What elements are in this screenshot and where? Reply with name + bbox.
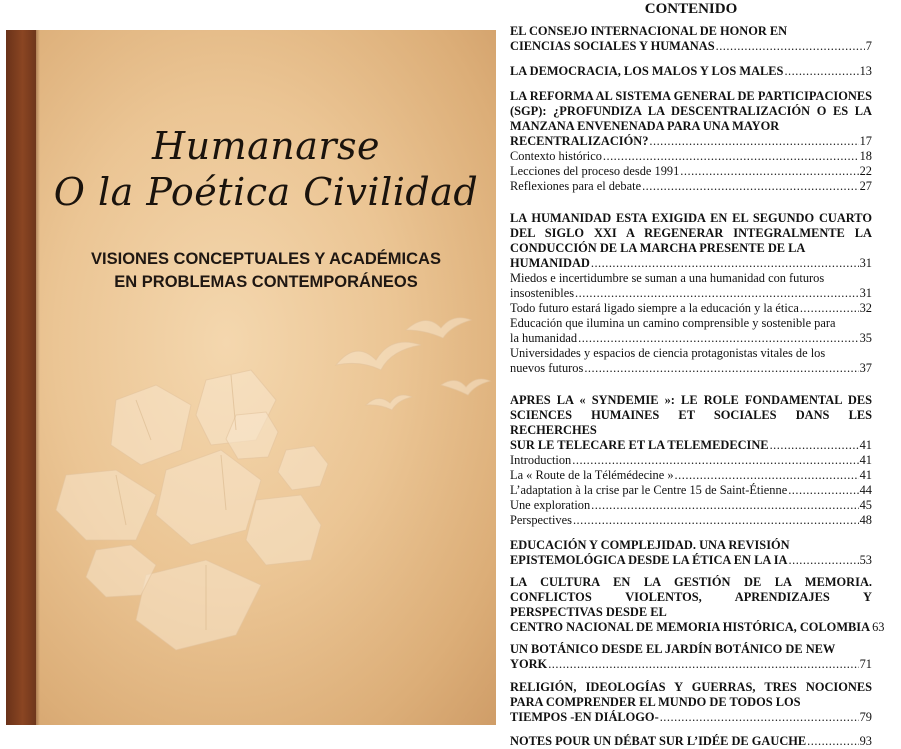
toc-entry[interactable]: [510, 680, 872, 725]
toc-entry[interactable]: [510, 453, 872, 468]
page-number: 79: [859, 710, 872, 724]
dot-leader: [584, 361, 858, 376]
toc-entry-title: LA CULTURA EN LA GESTIÓN DE LA MEMORIA. CONFLICTOS VIOLENTOS, APRENDIZAJES Y PERSPECTIVAS DESDE EL: [510, 575, 872, 619]
toc-entry-title: UN BOTÁNICO DESDE EL JARDÍN BOTÁNICO DE NEW: [510, 642, 836, 656]
toc-entry-line: [510, 483, 872, 498]
toc-entry-title-end: NOTES POUR UN DÉBAT SUR L’IDÉE DE GAUCHE: [510, 734, 807, 748]
dot-leader: [660, 710, 859, 725]
toc-entry-title-end: nuevos futuros: [510, 361, 584, 375]
toc-entry-title-end: YORK: [510, 657, 548, 671]
page-number: 45: [859, 498, 872, 512]
toc-entry-line: [510, 620, 885, 635]
toc-entry-title: Miedos e incertidumbre se suman a una humanidad con futuros: [510, 271, 825, 285]
page-number: 35: [859, 331, 872, 345]
cover-subtitle-line-2: EN PROBLEMAS CONTEMPORÁNEOS: [114, 273, 418, 291]
toc-entry-title-end: la humanidad: [510, 331, 578, 345]
dot-leader: [800, 301, 859, 316]
toc-entry-title-end: Introduction: [510, 453, 572, 467]
toc-entry-line: [510, 361, 872, 376]
toc-entry[interactable]: [510, 513, 872, 528]
toc-entry[interactable]: [510, 149, 872, 164]
toc-entry[interactable]: [510, 468, 872, 483]
page-number: 27: [859, 179, 872, 193]
dot-leader: [572, 453, 858, 468]
toc-entry-line: [510, 179, 872, 194]
page-number: 37: [859, 361, 872, 375]
toc-entry-title: LA HUMANIDAD ESTA EXIGIDA EN EL SEGUNDO CUARTO DEL SIGLO XXI A REGENERAR INTEGRALMENTE LA CONDUCCIÓN DE LA MARCHA PRESENTE DE LA: [510, 211, 872, 255]
dot-leader: [591, 498, 858, 513]
dot-leader: [770, 438, 859, 453]
toc-entry-title-end: L’adaptation à la crise par le Centre 15 de Saint-Étienne: [510, 483, 788, 497]
toc-entry-title-end: CIENCIAS SOCIALES Y HUMANAS: [510, 39, 715, 53]
toc-entry-title-end: Perspectives: [510, 513, 572, 527]
toc-entry[interactable]: [510, 642, 872, 672]
toc-entry-title-end: Contexto histórico: [510, 149, 602, 163]
toc-entry-line: [510, 553, 872, 568]
dot-leader: [575, 286, 859, 301]
page-number: 7: [865, 39, 872, 53]
toc-entry-title-end: Reflexiones para el debate: [510, 179, 642, 193]
toc-entry-title-end: Lecciones del proceso desde 1991: [510, 164, 680, 178]
toc-entry-title-end: La « Route de la Télémédecine »: [510, 468, 674, 482]
toc-entry-title-end: LA DEMOCRACIA, LOS MALOS Y LOS MALES: [510, 64, 784, 78]
toc-entry-line: [510, 149, 872, 164]
page-number: 17: [859, 134, 872, 148]
toc-entry-line: [510, 301, 872, 316]
toc-entry-line: [510, 657, 872, 672]
toc-entry[interactable]: [510, 393, 872, 453]
toc-entry-title-end: Todo futuro estará ligado siempre a la educación y la ética: [510, 301, 799, 315]
cover-subtitle-line-1: VISIONES CONCEPTUALES Y ACADÉMICAS: [91, 250, 441, 268]
toc-entry-line: [510, 64, 872, 79]
toc-entry[interactable]: [510, 538, 872, 568]
toc-entry-title: Educación que ilumina un camino comprensible y sostenible para: [510, 316, 836, 330]
dot-leader: [642, 179, 859, 194]
toc-entry-line: [510, 468, 872, 483]
toc-entry-title: EL CONSEJO INTERNACIONAL DE HONOR EN: [510, 24, 788, 38]
cover-subtitle: [46, 248, 486, 294]
toc-entry[interactable]: [510, 346, 872, 376]
toc-entry[interactable]: [510, 24, 872, 54]
toc-entry-title-end: CENTRO NACIONAL DE MEMORIA HISTÓRICA, COLOMBIA: [510, 620, 871, 634]
toc-entry-line: [510, 513, 872, 528]
toc-entry-line: [510, 134, 872, 149]
toc-entry-title: APRES LA « SYNDEMIE »: LE ROLE FONDAMENTAL DES SCIENCES HUMAINES ET SOCIALES DANS LES RECHERCHES: [510, 393, 872, 437]
page-number: 31: [859, 286, 872, 300]
toc-entry-line: [510, 39, 872, 54]
page-number: 13: [859, 64, 872, 78]
toc-entry-line: [510, 286, 872, 301]
toc-heading: CONTENIDO: [644, 1, 738, 17]
cover-title: [46, 123, 486, 215]
toc-entry[interactable]: [510, 483, 872, 498]
toc-entry-title-end: HUMANIDAD: [510, 256, 590, 270]
page-number: 44: [859, 483, 872, 497]
page-number: 41: [859, 453, 872, 467]
toc-entry[interactable]: [510, 89, 872, 149]
dot-leader: [680, 164, 858, 179]
toc-entry-title: Universidades y espacios de ciencia protagonistas vitales de los: [510, 346, 826, 360]
dot-leader: [603, 149, 859, 164]
dot-leader: [649, 134, 858, 149]
toc-entry-line: [510, 164, 872, 179]
page-number: 93: [859, 734, 872, 748]
toc-entry[interactable]: [510, 498, 872, 513]
toc-entry-title-end: SUR LE TELECARE ET LA TELEMEDECINE: [510, 438, 769, 452]
dot-leader: [716, 39, 865, 54]
toc-entry[interactable]: [510, 179, 872, 194]
toc-entry-title-end: TIEMPOS -EN DIÁLOGO-: [510, 710, 659, 724]
page-number: 48: [859, 513, 872, 527]
toc-entry[interactable]: [510, 301, 872, 316]
dot-leader: [788, 483, 858, 498]
dot-leader: [784, 64, 858, 79]
page-number: 18: [859, 149, 872, 163]
toc-entry[interactable]: [510, 575, 885, 635]
dot-leader: [573, 513, 859, 528]
cover-spine: [6, 30, 36, 725]
cover-title-line-1: Humanarse: [151, 124, 381, 168]
toc-entry[interactable]: [510, 211, 872, 271]
toc-entry-line: [510, 453, 872, 468]
toc-entry-title-end: RECENTRALIZACIÓN?: [510, 134, 649, 148]
page-number: 53: [859, 553, 872, 567]
page-number: 41: [859, 468, 872, 482]
dot-leader: [675, 468, 859, 483]
toc-entry-line: [510, 438, 872, 453]
page-number: 41: [859, 438, 872, 452]
toc-entry-line: [510, 256, 872, 271]
toc-entry-line: [510, 734, 872, 749]
toc-entry-title: LA REFORMA AL SISTEMA GENERAL DE PARTICIPACIONES (SGP): ¿PROFUNDIZA LA DESCENTRALIZACIÓN O ES LA MANZANA ENVENENADA PARA UNA MAYOR: [510, 89, 872, 133]
dot-leader: [591, 256, 859, 271]
dot-leader: [789, 553, 859, 568]
page-number: 32: [859, 301, 872, 315]
toc-entry-title-end: EPISTEMOLÓGICA DESDE LA ÉTICA EN LA IA: [510, 553, 788, 567]
page-number: 71: [859, 657, 872, 671]
toc-entry[interactable]: [510, 734, 872, 749]
toc-entry-title-end: Une exploration: [510, 498, 591, 512]
flying-books-illustration: [36, 310, 496, 725]
toc-entry-line: [510, 710, 872, 725]
toc-entry-line: [510, 498, 872, 513]
page-number: 22: [859, 164, 872, 178]
toc-entry-title: RELIGIÓN, IDEOLOGÍAS Y GUERRAS, TRES NOCIONES PARA COMPRENDER EL MUNDO DE TODOS LOS: [510, 680, 872, 709]
page-number: 63: [872, 620, 885, 634]
dot-leader: [807, 734, 858, 749]
toc-entry[interactable]: [510, 64, 872, 79]
toc-list: [510, 24, 885, 749]
toc-entry[interactable]: [510, 316, 872, 346]
toc-entry-line: [510, 331, 872, 346]
cover-title-line-2: O la Poética Civilidad: [53, 170, 479, 214]
table-of-contents: [510, 0, 885, 749]
dot-leader: [578, 331, 859, 346]
book-cover: [6, 30, 496, 725]
toc-entry[interactable]: [510, 271, 872, 301]
toc-entry[interactable]: [510, 164, 872, 179]
dot-leader: [548, 657, 858, 672]
toc-entry-title-end: insostenibles: [510, 286, 575, 300]
page-number: 31: [859, 256, 872, 270]
toc-entry-title: EDUCACIÓN Y COMPLEJIDAD. UNA REVISIÓN: [510, 538, 790, 552]
